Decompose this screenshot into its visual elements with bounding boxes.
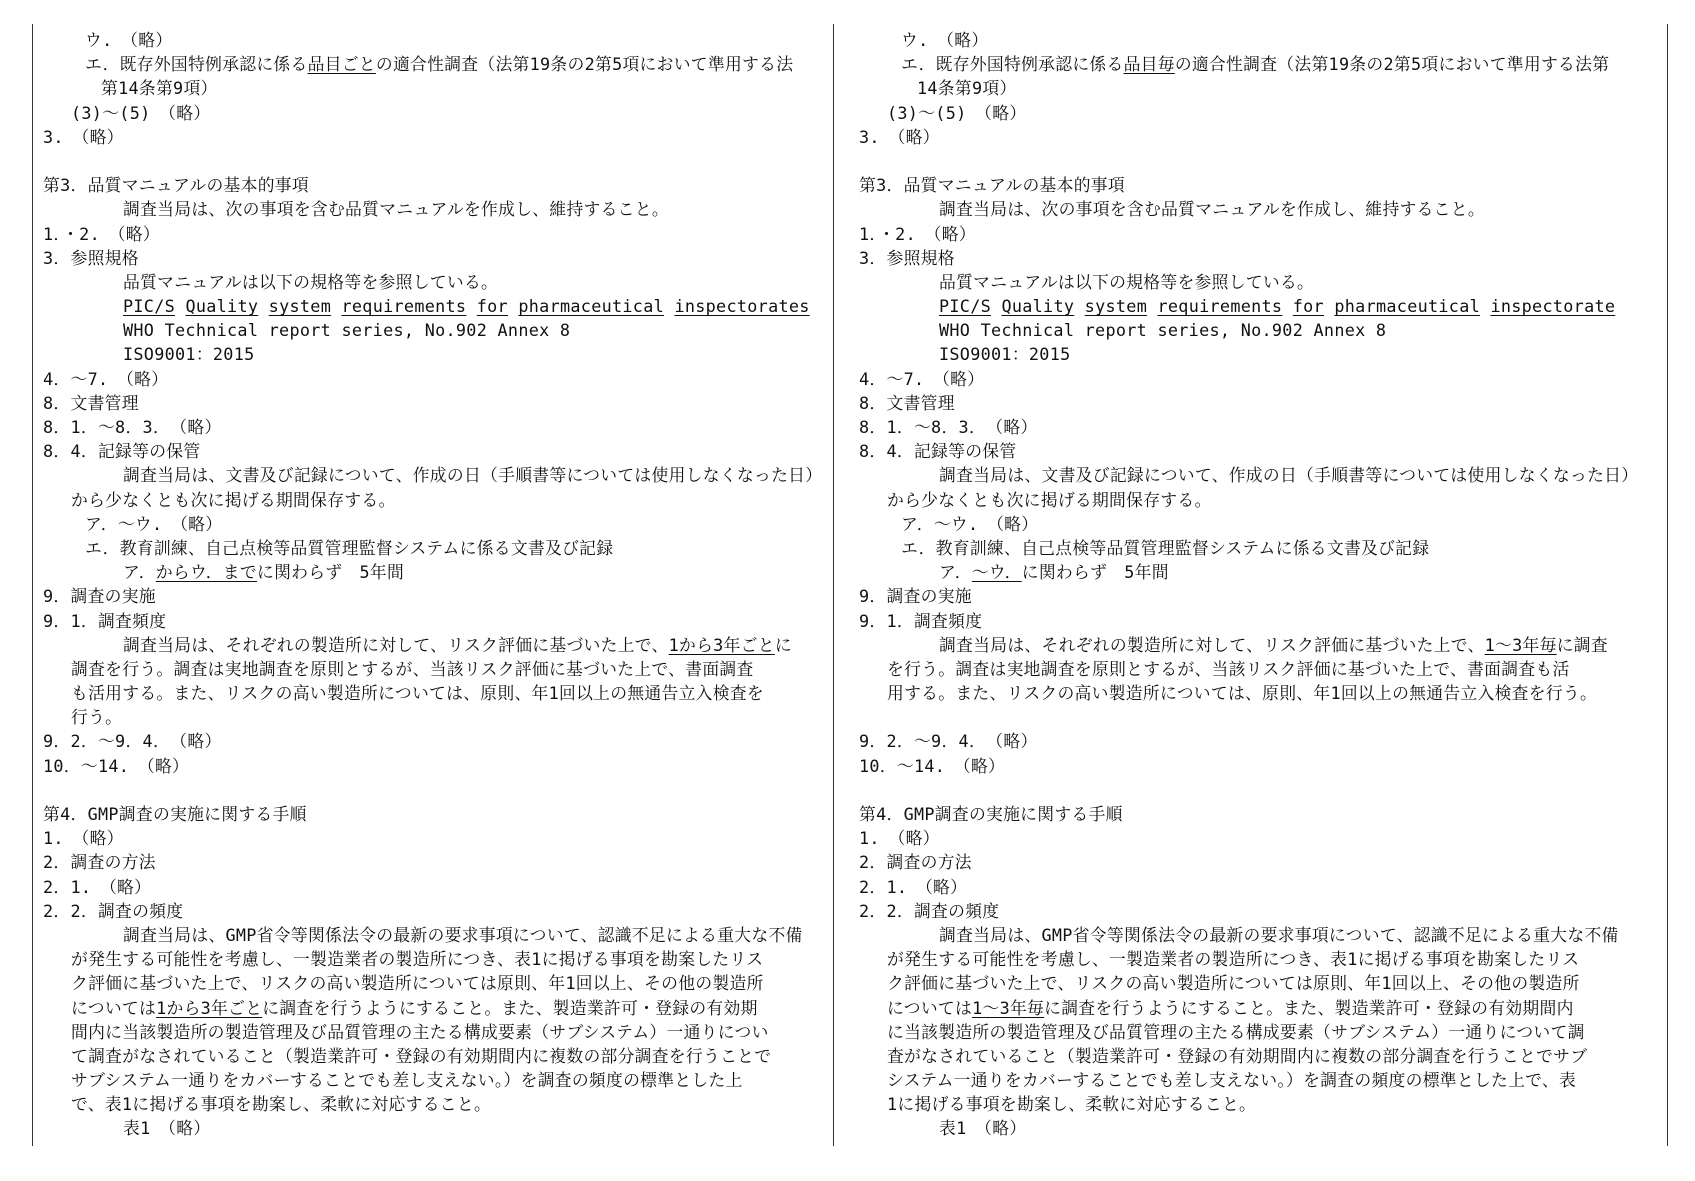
left-text-line [43, 197, 833, 221]
right-column [849, 24, 1668, 1146]
text-segment: 査がなされていること（製造業許可・登録の有効期間内に複数の部分調査を行うことでサブ [887, 1045, 1588, 1066]
left-text-line [43, 246, 833, 270]
left-text-line [43, 923, 833, 947]
text-segment: 調査当局は、それぞれの製造所に対して、リスク評価に基づいた上で、 [123, 634, 669, 655]
text-segment: ク評価に基づいた上で、リスクの高い製造所については原則、年1回以上、その他の製造所 [887, 973, 1580, 994]
right-text-line [859, 222, 1667, 246]
underlined-text: 品目毎 [1123, 54, 1175, 75]
text-segment: 行う。 [71, 707, 123, 728]
right-text-line [859, 850, 1667, 874]
text-segment: に [774, 634, 792, 655]
text-segment: 8．文書管理 [859, 392, 955, 413]
right-text-line [859, 52, 1667, 76]
text-segment [258, 296, 268, 316]
left-text-line [43, 947, 833, 971]
text-segment: ア．～ウ. （略） [85, 513, 223, 534]
text-segment: 3．参照規格 [43, 247, 139, 268]
left-text-line [43, 1020, 833, 1044]
text-segment: 2．調査の方法 [859, 852, 972, 873]
left-text-line [43, 342, 833, 366]
left-text-line [43, 125, 833, 149]
text-segment: 3．参照規格 [859, 247, 955, 268]
text-segment: については [71, 997, 157, 1018]
text-segment: に調査を行うようにすること。また、製造業許可・登録の有効期 [262, 997, 758, 1018]
left-text-line [43, 76, 833, 100]
left-text-line [43, 802, 833, 826]
text-segment: 表1 （略） [123, 1118, 211, 1139]
text-segment: 調査当局は、次の事項を含む品質マニュアルを作成し、維持すること。 [123, 199, 669, 220]
right-text-line [859, 584, 1667, 608]
text-segment: から少なくとも次に掲げる期間保存する。 [887, 489, 1212, 510]
text-segment: 1．・2. （略） [43, 223, 160, 244]
text-segment [664, 296, 674, 316]
text-segment: 2．2．調査の頻度 [43, 900, 184, 921]
right-text-line [859, 609, 1667, 633]
text-segment [1147, 296, 1157, 316]
text-segment: WHO Technical report series, No.902 Annex 8 [123, 320, 571, 341]
right-text-line [859, 560, 1667, 584]
text-segment [1282, 296, 1292, 316]
left-text-line [43, 512, 833, 536]
text-segment: を行う。調査は実地調査を原則とするが、当該リスク評価に基づいた上で、書面調査も活 [887, 658, 1570, 679]
right-text-line [859, 802, 1667, 826]
text-segment: ISO9001：2015 [939, 344, 1071, 365]
text-segment: 9．調査の実施 [859, 586, 972, 607]
text-segment: エ．教育訓練、自己点検等品質管理監督システムに係る文書及び記録 [901, 537, 1430, 558]
right-text-line [859, 101, 1667, 125]
text-segment: に調査 [1556, 634, 1608, 655]
left-text-line [43, 560, 833, 584]
text-segment: 9．2．～9．4． （略） [859, 731, 1038, 752]
text-segment: で、表1に掲げる事項を勘案し、柔軟に対応すること。 [71, 1094, 492, 1115]
left-text-line [43, 173, 833, 197]
right-text-line [859, 294, 1667, 318]
underlined-text: Quality [185, 296, 259, 317]
text-segment: サブシステム一通りをカバーすることでも差し支えない。）を調査の頻度の標準とした上 [71, 1070, 743, 1091]
text-segment: 9．1．調査頻度 [43, 610, 167, 631]
text-segment: に当該製造所の製造管理及び品質管理の主たる構成要素（サブシステム）一通りについて調 [887, 1021, 1585, 1042]
right-text-line [859, 439, 1667, 463]
right-column-text [849, 24, 1667, 1141]
right-text-line [859, 1116, 1667, 1140]
text-segment: (3)～(5) （略） [71, 102, 211, 123]
left-text-line [43, 367, 833, 391]
text-segment: 8．1．～8．3． （略） [43, 417, 222, 437]
text-segment: 1. （略） [43, 828, 124, 849]
underlined-text: ～ウ． [971, 562, 1022, 583]
underlined-text: requirements [1157, 296, 1283, 317]
right-text-line [859, 512, 1667, 536]
text-segment: 1に掲げる事項を勘案し、柔軟に対応すること。 [887, 1094, 1257, 1115]
text-segment: が発生する可能性を考慮し、一製造業者の製造所につき、表1に掲げる事項を勘案したリス [887, 949, 1580, 970]
text-segment: 2．調査の方法 [43, 852, 156, 873]
text-segment: 調査当局は、文書及び記録について、作成の日（手順書等については使用しなくなった日） [123, 465, 823, 486]
right-text-line [859, 246, 1667, 270]
text-segment: 第3．品質マニュアルの基本的事項 [859, 175, 1125, 196]
text-segment: 調査を行う。調査は実地調査を原則とするが、当該リスク評価に基づいた上で、書面調査 [71, 658, 754, 679]
underlined-text: pharmaceutical [518, 296, 665, 317]
text-segment: WHO Technical report series, No.902 Annex 8 [939, 320, 1387, 341]
left-text-line [43, 415, 833, 439]
right-text-line [859, 1092, 1667, 1116]
text-segment: 8．1．～8．3． （略） [859, 417, 1038, 437]
text-segment: 第3．品質マニュアルの基本的事項 [43, 175, 309, 196]
right-text-line [859, 367, 1667, 391]
left-text-line [43, 270, 833, 294]
left-text-line [43, 899, 833, 923]
right-text-line [859, 681, 1667, 705]
underlined-text: 1～3年毎 [1484, 634, 1557, 655]
text-segment: 2．2．調査の頻度 [859, 900, 1000, 921]
underlined-text: for [476, 296, 508, 317]
text-segment: 調査当局は、次の事項を含む品質マニュアルを作成し、維持すること。 [939, 199, 1485, 220]
text-segment: 4．～7. （略） [43, 368, 169, 389]
text-segment: ウ. （略） [901, 30, 989, 50]
text-segment: 品質マニュアルは以下の規格等を参照している。 [939, 271, 1315, 292]
left-text-line [43, 1116, 833, 1140]
text-segment: 間内に当該製造所の製造管理及び品質管理の主たる構成要素（サブシステム）一通りについ [71, 1021, 769, 1042]
underlined-text: requirements [341, 296, 467, 317]
left-text-line [43, 729, 833, 753]
text-segment: エ．既存外国特例承認に係る [85, 54, 308, 75]
text-segment: 14条第9項） [917, 78, 1017, 99]
left-text-line [43, 633, 833, 657]
text-segment: て調査がなされていること（製造業許可・登録の有効期間内に複数の部分調査を行うことで [71, 1045, 772, 1066]
left-text-line [43, 536, 833, 560]
text-segment: 表1 （略） [939, 1118, 1027, 1139]
text-segment: 第4．GMP調査の実施に関する手順 [43, 804, 307, 824]
underlined-text: pharmaceutical [1334, 296, 1481, 317]
right-text-line [859, 754, 1667, 778]
underlined-text: Quality [1001, 296, 1075, 317]
text-segment: 調査当局は、文書及び記録について、作成の日（手順書等については使用しなくなった日） [939, 465, 1639, 486]
text-segment: ウ. （略） [85, 30, 173, 50]
text-segment: から少なくとも次に掲げる期間保存する。 [71, 489, 396, 510]
underlined-text: PIC/S [123, 296, 176, 317]
left-text-line [43, 705, 833, 729]
right-text-line [859, 342, 1667, 366]
text-segment: システム一通りをカバーすることでも差し支えない。）を調査の頻度の標準とした上で、表 [887, 1070, 1577, 1091]
left-text-line [43, 101, 833, 125]
right-text-line [859, 875, 1667, 899]
right-text-line [859, 971, 1667, 995]
left-text-line [43, 1092, 833, 1116]
left-text-line [43, 391, 833, 415]
text-segment: 1．・2. （略） [859, 223, 976, 244]
right-text-line [859, 415, 1667, 439]
text-segment: 4．～7. （略） [859, 368, 985, 389]
left-text-line [43, 996, 833, 1020]
text-segment: 2．1. （略） [43, 876, 152, 897]
right-text-line [859, 270, 1667, 294]
left-text-line [43, 826, 833, 850]
underlined-text: for [1292, 296, 1324, 317]
text-segment: ア． [939, 562, 972, 583]
text-segment [466, 296, 476, 316]
left-text-line [43, 222, 833, 246]
text-segment: (3)～(5) （略） [887, 102, 1027, 123]
text-segment: ISO9001：2015 [123, 344, 255, 365]
right-text-line [859, 996, 1667, 1020]
text-segment: の適合性調査（法第19条の2第5項において準用する法 [375, 54, 794, 75]
right-text-line [859, 657, 1667, 681]
right-text-line [859, 729, 1667, 753]
text-segment: 調査当局は、GMP省令等関係法令の最新の要求事項について、認識不足による重大な不備 [939, 924, 1619, 945]
blank-line [859, 149, 1667, 173]
text-segment: 調査当局は、それぞれの製造所に対して、リスク評価に基づいた上で、 [939, 634, 1485, 655]
left-text-line [43, 681, 833, 705]
blank-line [43, 778, 833, 802]
text-segment [1324, 296, 1334, 316]
right-text-line [859, 318, 1667, 342]
text-segment: 8．4．記録等の保管 [43, 441, 201, 462]
text-segment: 9．2．～9．4． （略） [43, 731, 222, 752]
left-column [32, 24, 834, 1146]
left-text-line [43, 609, 833, 633]
right-text-line [859, 923, 1667, 947]
left-text-line [43, 28, 833, 52]
text-segment: ア． [123, 562, 156, 583]
underlined-text: inspectorates [674, 296, 810, 317]
text-segment: 8．4．記録等の保管 [859, 441, 1017, 462]
text-segment: に関わらず 5年間 [1021, 562, 1169, 583]
text-segment: に関わらず 5年間 [256, 562, 405, 583]
text-segment: も活用する。また、リスクの高い製造所については、原則、年1回以上の無通告立入検査を [71, 683, 764, 704]
text-segment: 第4．GMP調査の実施に関する手順 [859, 804, 1123, 824]
right-text-line [859, 899, 1667, 923]
text-segment: 調査当局は、GMP省令等関係法令の最新の要求事項について、認識不足による重大な不備 [123, 924, 803, 945]
text-segment: 1. （略） [859, 828, 940, 849]
underlined-text: 品目ごと [307, 54, 376, 75]
text-segment: ク評価に基づいた上で、リスクの高い製造所については原則、年1回以上、その他の製造所 [71, 973, 764, 994]
left-text-line [43, 52, 833, 76]
left-text-line [43, 463, 833, 487]
left-text-line [43, 488, 833, 512]
right-text-line [859, 488, 1667, 512]
text-segment: 用する。また、リスクの高い製造所については、原則、年1回以上の無通告立入検査を行う。 [887, 683, 1598, 704]
text-segment: 10．～14. （略） [859, 755, 1006, 776]
right-text-line [859, 197, 1667, 221]
right-text-line [859, 826, 1667, 850]
right-text-line [859, 1020, 1667, 1044]
left-text-line [43, 294, 833, 318]
underlined-text: system [1084, 296, 1148, 317]
text-segment: 9．1．調査頻度 [859, 610, 983, 631]
text-segment [1074, 296, 1084, 316]
right-text-line [859, 1044, 1667, 1068]
right-text-line [859, 633, 1667, 657]
underlined-text: 1から3年ごと [668, 634, 775, 655]
underlined-text: inspectorate [1490, 296, 1616, 317]
text-segment [331, 296, 341, 316]
text-segment: 2．1. （略） [859, 876, 968, 897]
text-segment: エ．既存外国特例承認に係る [901, 54, 1124, 75]
blank-line [43, 149, 833, 173]
underlined-text: PIC/S [939, 296, 992, 317]
text-segment [991, 296, 1001, 316]
text-segment: に調査を行うようにすること。また、製造業許可・登録の有効期間内 [1044, 997, 1574, 1018]
right-text-line [859, 125, 1667, 149]
text-segment [508, 296, 518, 316]
left-text-line [43, 754, 833, 778]
text-segment: エ．教育訓練、自己点検等品質管理監督システムに係る文書及び記録 [85, 537, 614, 558]
right-text-line [859, 1068, 1667, 1092]
text-segment: ア．～ウ. （略） [901, 513, 1039, 534]
blank-line [859, 778, 1667, 802]
underlined-text: 1～3年毎 [972, 997, 1045, 1018]
text-segment: 8．文書管理 [43, 392, 139, 413]
text-segment: が発生する可能性を考慮し、一製造業者の製造所につき、表1に掲げる事項を勘案したリス [71, 949, 764, 970]
underlined-text: 1から3年ごと [156, 997, 263, 1018]
right-text-line [859, 76, 1667, 100]
right-text-line [859, 173, 1667, 197]
text-segment: 第14条第9項） [101, 78, 218, 99]
text-segment: については [887, 997, 973, 1018]
text-segment [175, 296, 185, 316]
left-text-line [43, 1068, 833, 1092]
right-text-line [859, 391, 1667, 415]
blank-line [859, 705, 1667, 729]
right-text-line [859, 463, 1667, 487]
left-text-line [43, 318, 833, 342]
right-text-line [859, 947, 1667, 971]
left-text-line [43, 875, 833, 899]
text-segment: 3. （略） [43, 126, 124, 147]
left-text-line [43, 584, 833, 608]
text-segment: 3. （略） [859, 126, 940, 147]
text-segment [1480, 296, 1490, 316]
left-text-line [43, 971, 833, 995]
left-text-line [43, 657, 833, 681]
text-segment: 品質マニュアルは以下の規格等を参照している。 [123, 271, 499, 292]
left-text-line [43, 439, 833, 463]
underlined-text: system [268, 296, 332, 317]
right-text-line [859, 28, 1667, 52]
text-segment: 10．～14. （略） [43, 755, 190, 776]
left-text-line [43, 850, 833, 874]
text-segment: 9．調査の実施 [43, 586, 156, 607]
right-text-line [859, 536, 1667, 560]
left-column-text [33, 24, 833, 1141]
underlined-text: からウ．まで [155, 562, 257, 583]
text-segment: の適合性調査（法第19条の2第5項において準用する法第 [1174, 54, 1610, 75]
left-text-line [43, 1044, 833, 1068]
